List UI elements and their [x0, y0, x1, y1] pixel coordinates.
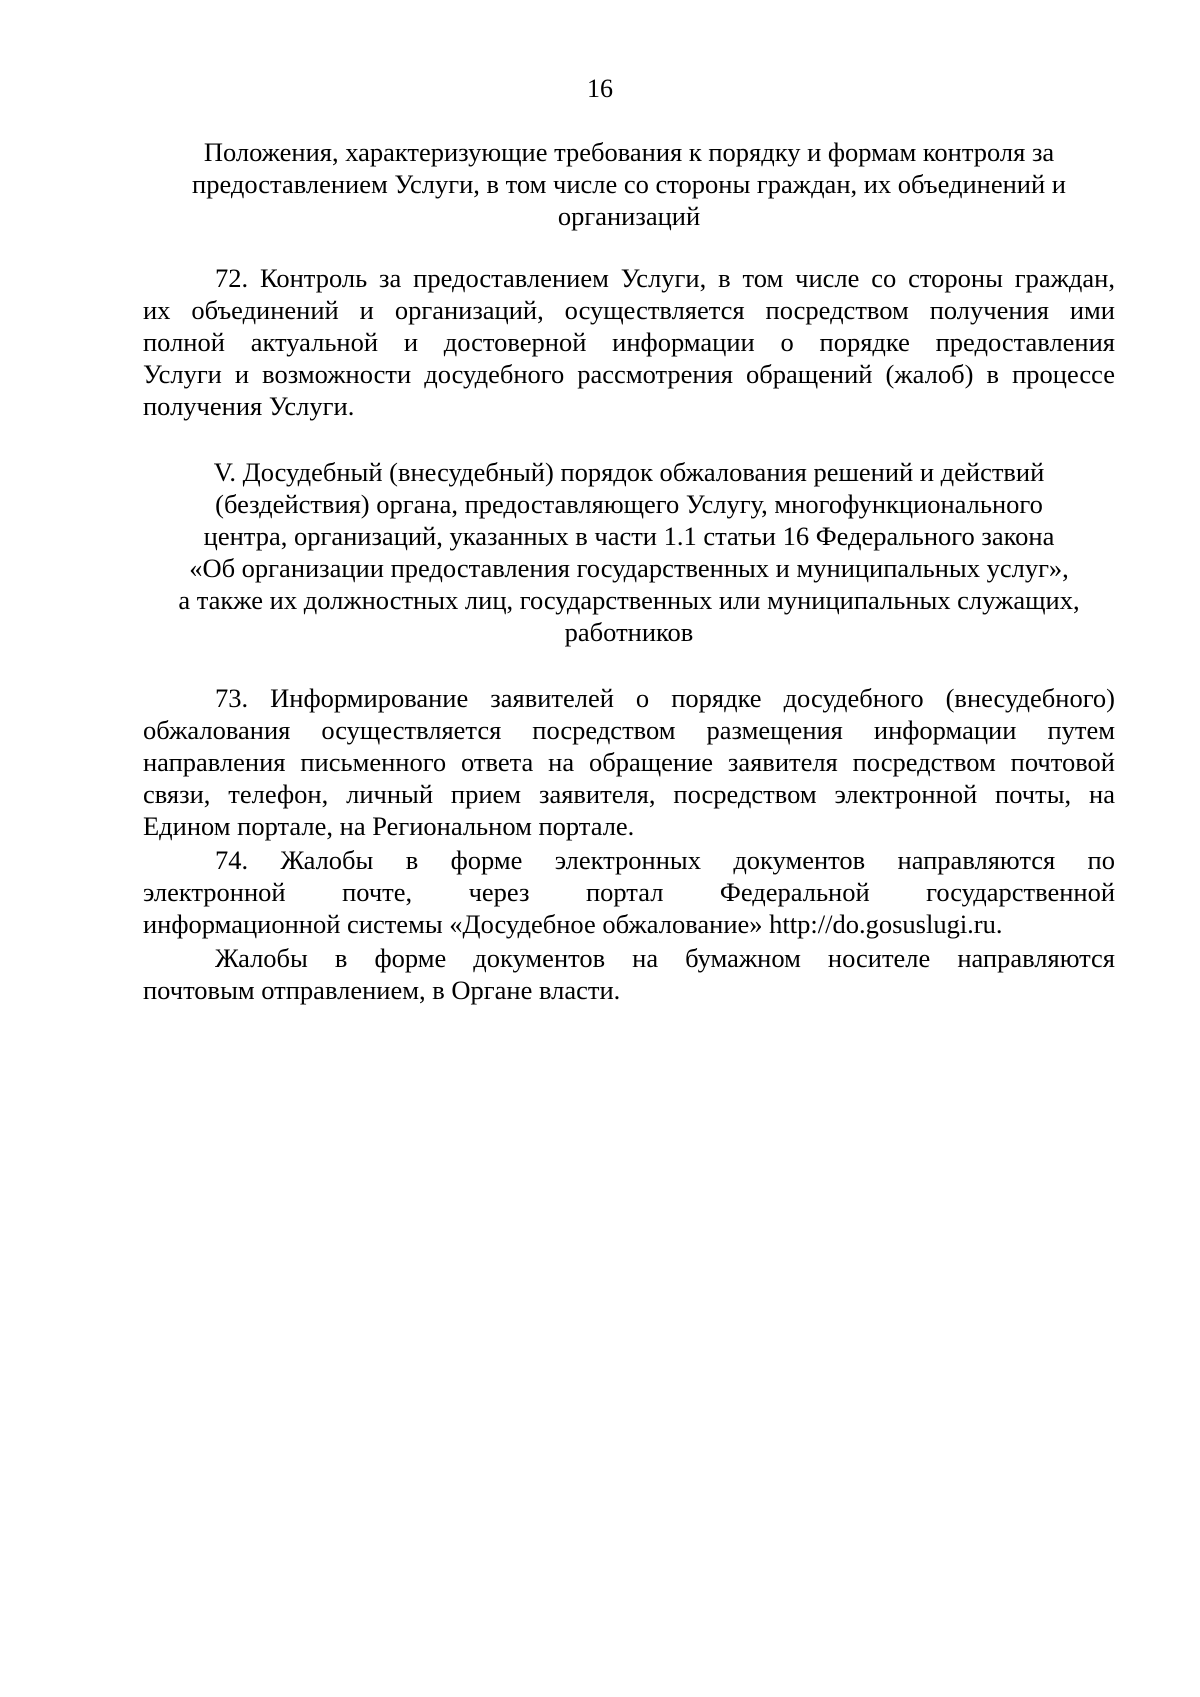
paragraph-line: Жалобы в форме документов на бумажном носителе направляются — [215, 943, 1115, 973]
paragraph-line: полной актуальной и достоверной информации о порядке предоставления — [143, 327, 1115, 357]
paragraph-73 — [143, 682, 1115, 842]
paragraph-line: получения Услуги. — [143, 391, 355, 421]
paragraph-line: информационной системы «Досудебное обжалование» http://do.gosuslugi.ru. — [143, 909, 1003, 939]
section-heading-appeal — [143, 456, 1115, 648]
heading-line: а также их должностных лиц, государственных или муниципальных служащих, — [178, 585, 1080, 615]
heading-line: работников — [564, 617, 694, 647]
paragraph-74 — [143, 844, 1115, 940]
paragraph-line: 73. Информирование заявителей о порядке досудебного (внесудебного) — [215, 683, 1115, 713]
paragraph-line: 74. Жалобы в форме электронных документов направляются по — [215, 845, 1115, 875]
heading-line: организаций — [557, 201, 701, 231]
paragraph-line: Услуги и возможности досудебного рассмотрения обращений (жалоб) в процессе — [143, 359, 1115, 389]
heading-line: Положения, характеризующие требования к порядку и формам контроля за — [203, 137, 1055, 167]
paragraph-72 — [143, 262, 1115, 422]
page-number: 16 — [587, 74, 613, 103]
section-heading-control — [143, 136, 1115, 232]
paragraph-line: связи, телефон, личный прием заявителя, посредством электронной почты, на — [143, 779, 1115, 809]
heading-line: V. Досудебный (внесудебный) порядок обжалования решений и действий — [213, 457, 1045, 487]
heading-line: (бездействия) органа, предоставляющего Услугу, многофункционального — [215, 489, 1043, 519]
paragraph-line: почтовым отправлением, в Органе власти. — [143, 975, 621, 1005]
paragraph-line: обжалования осуществляется посредством размещения информации путем — [143, 715, 1115, 745]
paragraph-line: Едином портале, на Региональном портале. — [143, 811, 635, 841]
paragraph-74-continuation — [143, 942, 1115, 1006]
heading-line: центра, организаций, указанных в части 1.1 статьи 16 Федерального закона — [203, 521, 1055, 551]
paragraph-line: электронной почте, через портал Федеральной государственной — [143, 877, 1115, 907]
heading-line: «Об организации предоставления государственных и муниципальных услуг», — [189, 553, 1069, 583]
paragraph-line: направления письменного ответа на обращение заявителя посредством почтовой — [143, 747, 1115, 777]
paragraph-line: 72. Контроль за предоставлением Услуги, в том числе со стороны граждан, — [215, 263, 1115, 293]
heading-line: предоставлением Услуги, в том числе со стороны граждан, их объединений и — [192, 169, 1066, 199]
paragraph-line: их объединений и организаций, осуществляется посредством получения ими — [143, 295, 1115, 325]
